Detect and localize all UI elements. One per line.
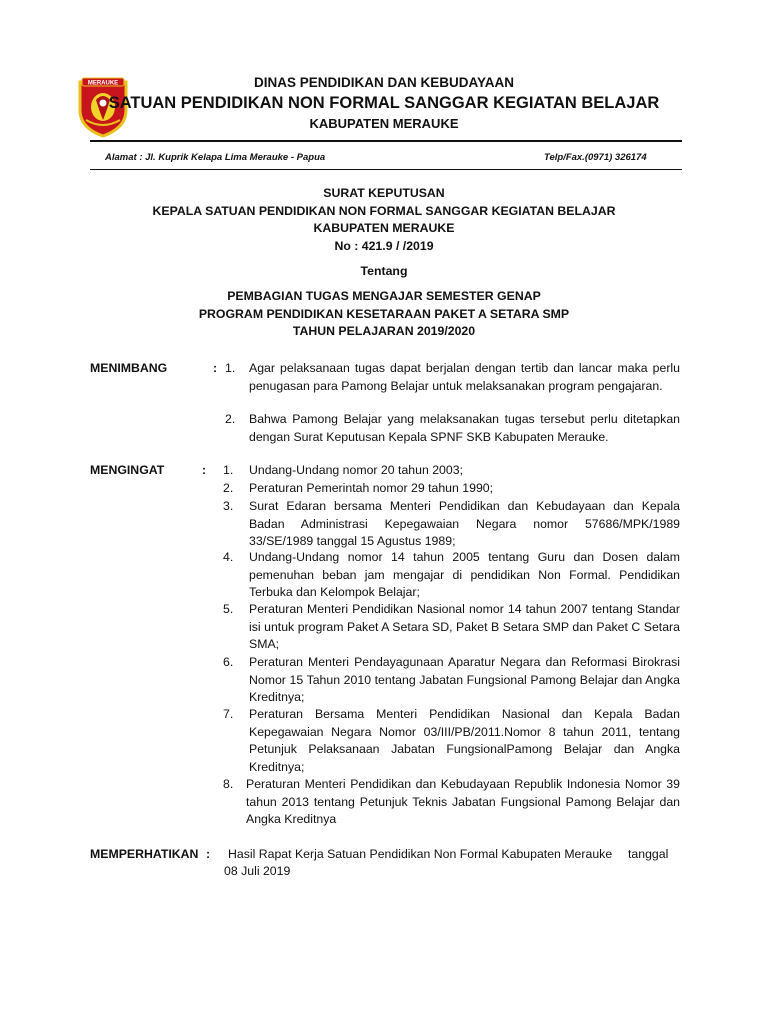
mengingat-item-number: 1. — [223, 463, 234, 477]
header-address: Alamat : Jl. Kuprik Kelapa Lima Merauke - Papua — [105, 152, 326, 163]
mengingat-item-text: Undang-Undang nomor 20 tahun 2003; — [249, 463, 463, 477]
header-rule-bottom — [90, 169, 682, 170]
mengingat-item-number: 8. — [223, 777, 234, 791]
section-label-memperhatikan: MEMPERHATIKAN — [90, 847, 199, 861]
memperhatikan-text-tanggal: tanggal — [628, 847, 669, 861]
header-institution: SATUAN PENDIDIKAN NON FORMAL SANGGAR KEGIATAN BELAJAR — [108, 94, 660, 112]
decree-subject-1: PEMBAGIAN TUGAS MENGAJAR SEMESTER GENAP — [227, 289, 541, 303]
section-colon-mengingat: : — [202, 463, 207, 477]
header-phone: Telp/Fax.(0971) 326174 — [544, 152, 647, 163]
decree-subject-2: PROGRAM PENDIDIKAN KESETARAAN PAKET A SETARA SMP — [198, 307, 570, 321]
memperhatikan-text-date: 08 Juli 2019 — [224, 864, 291, 878]
mengingat-item-text: Peraturan Menteri Pendidikan Nasional nomor 14 tahun 2007 tentang Standar isi untuk program Paket A Setara SD, Paket B Setara SMP dan Paket C Setara SMA; — [249, 602, 680, 651]
header-agency: DINAS PENDIDIKAN DAN KEBUDAYAAN — [253, 75, 515, 90]
mengingat-item-number: 7. — [223, 707, 234, 721]
mengingat-item-number: 5. — [223, 602, 234, 616]
section-label-menimbang: MENIMBANG — [90, 361, 168, 375]
mengingat-item-text: Peraturan Bersama Menteri Pendidikan Nasional dan Kepala Badan Kepegawaian Negara Nomor 03/III/PB/2011.Nomor 8 tahun 2011, tentang Petunjuk Pelaksanaan Jabatan FungsionalPamong Belajar dan Angka Kreditnya; — [249, 707, 680, 774]
memperhatikan-text-line1: Hasil Rapat Kerja Satuan Pendidikan Non Formal Kabupaten Merauke — [228, 847, 613, 861]
decree-number: No : 421.9 / /2019 — [334, 239, 434, 253]
section-label-mengingat: MENGINGAT — [90, 463, 165, 477]
mengingat-item-text: Undang-Undang nomor 14 tahun 2005 tentang Guru dan Dosen dalam pemenuhan beban jam mengajar di pendidikan Non Formal. Pendidikan Terbuka dan Kelompok Belajar; — [249, 550, 680, 599]
menimbang-item-text: Agar pelaksanaan tugas dapat berjalan dengan tertib dan lancar maka perlu penugasan para Pamong Belajar untuk melaksanakan program pengajaran. — [249, 361, 680, 393]
menimbang-item-number: 2. — [225, 412, 236, 426]
section-colon-memperhatikan: : — [206, 847, 211, 861]
section-colon-menimbang: : — [213, 361, 218, 375]
decree-tentang: Tentang — [360, 264, 408, 278]
mengingat-item-text: Peraturan Menteri Pendayagunaan Aparatur Negara dan Reformasi Birokrasi Nomor 15 Tahun 2010 tentang Jabatan Fungsional Pamong Belajar dan Angka Kreditnya; — [249, 655, 680, 704]
mengingat-item-text: Surat Edaran bersama Menteri Pendidikan dan Kebudayaan dan Kepala Badan Administrasi Kepegawaian Negara nomor 57686/MPK/1989 33/SE/1989 tanggal 15 Agustus 1989; — [249, 499, 680, 548]
mengingat-item-text: Peraturan Pemerintah nomor 29 tahun 1990; — [249, 481, 494, 495]
mengingat-item-text: Peraturan Menteri Pendidikan dan Kebudayaan Republik Indonesia Nomor 39 tahun 2013 tentang Petunjuk Teknis Jabatan Fungsional Pamong Belajar dan Angka Kreditnya — [246, 777, 680, 826]
mengingat-item-number: 4. — [223, 550, 234, 564]
decree-authority: KEPALA SATUAN PENDIDIKAN NON FORMAL SANGGAR KEGIATAN BELAJAR — [152, 204, 616, 218]
decree-subject-3: TAHUN PELAJARAN 2019/2020 — [292, 324, 476, 338]
decree-regency: KABUPATEN MERAUKE — [313, 221, 455, 235]
mengingat-item-number: 3. — [223, 499, 234, 513]
mengingat-item-number: 6. — [223, 655, 234, 669]
header-rule-top — [90, 140, 682, 142]
logo-text: MERAUKE — [87, 80, 119, 87]
mengingat-item-number: 2. — [223, 481, 234, 495]
menimbang-item-text: Bahwa Pamong Belajar yang melaksanakan tugas tersebut perlu ditetapkan dengan Surat Keputusan Kepala SPNF SKB Kabupaten Merauke. — [249, 412, 680, 444]
menimbang-item-number: 1. — [225, 361, 236, 375]
header-regency: KABUPATEN MERAUKE — [309, 116, 459, 131]
decree-title: SURAT KEPUTUSAN — [323, 186, 445, 200]
